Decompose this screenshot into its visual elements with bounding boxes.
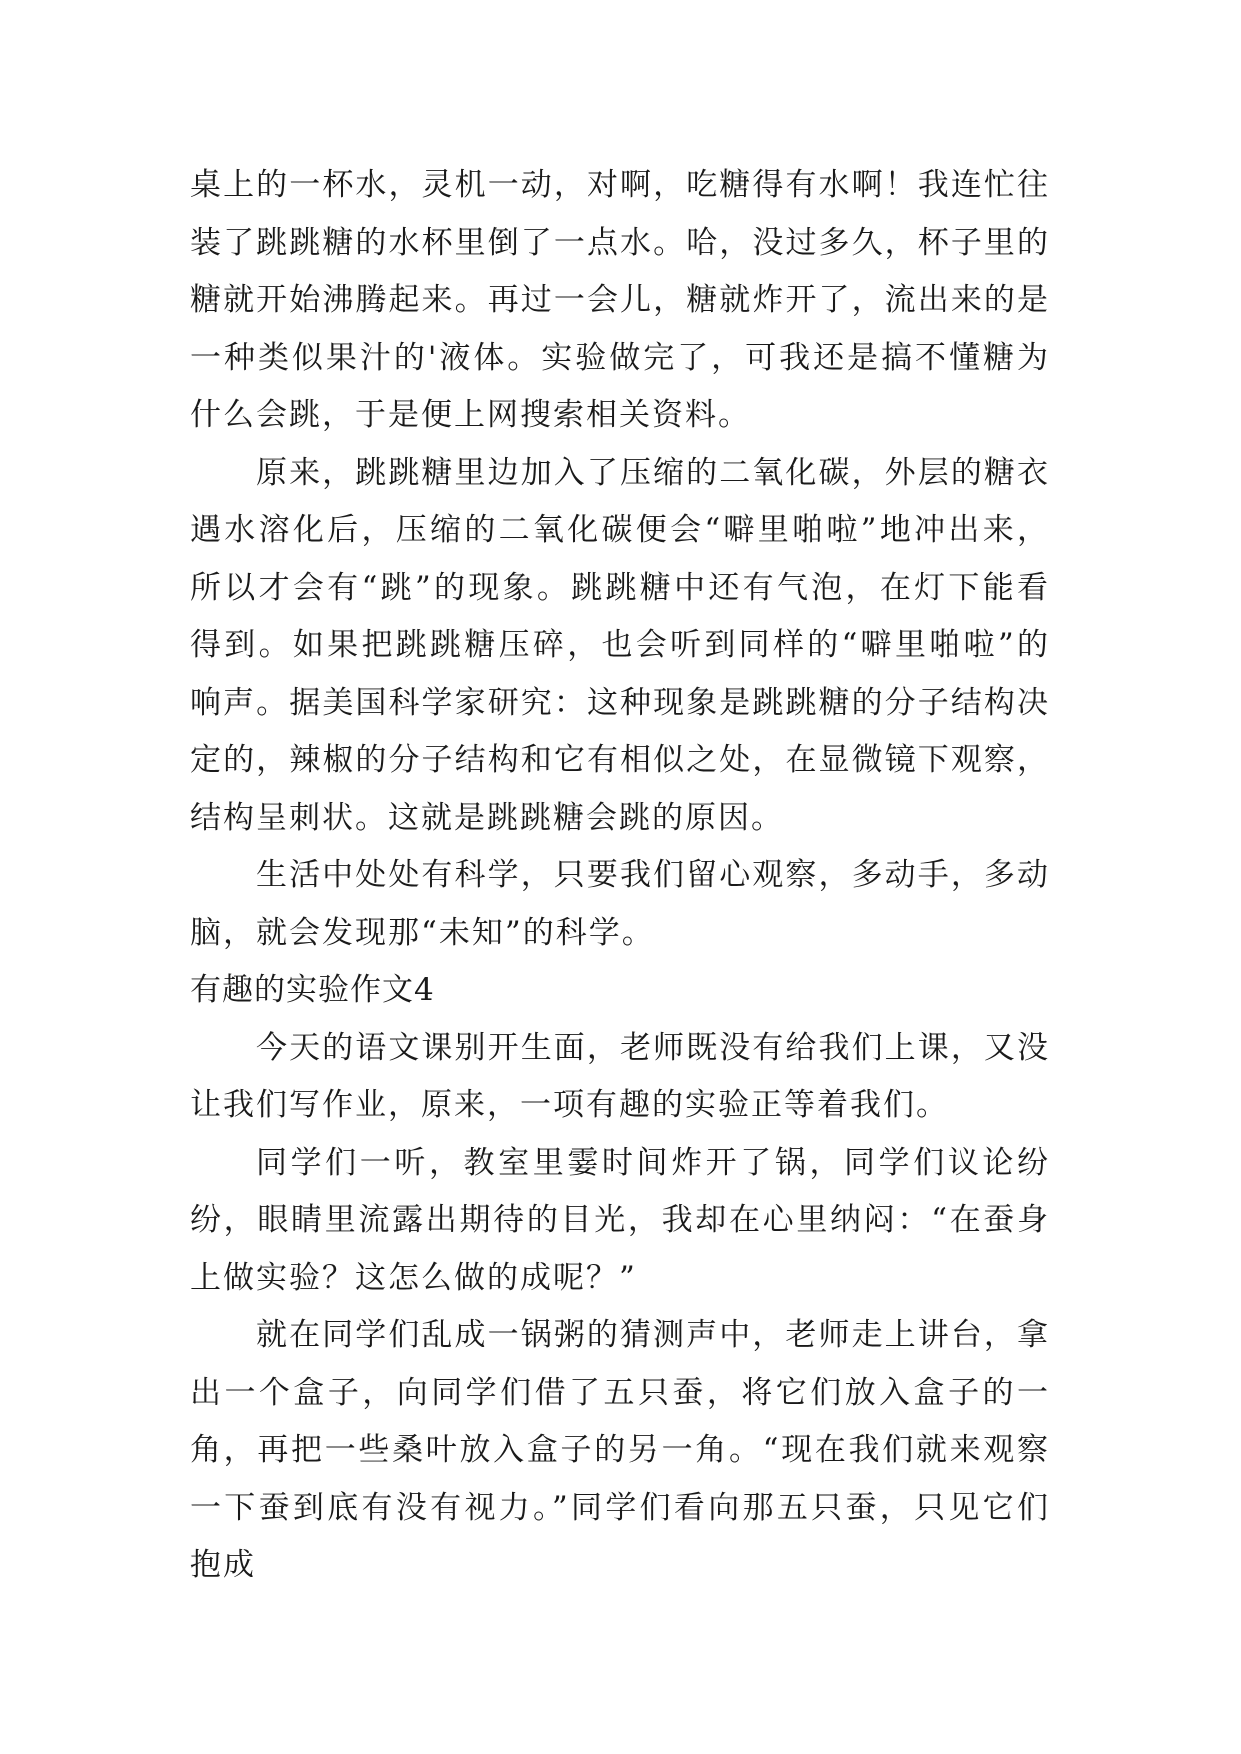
essay-heading: 有趣的实验作文4 (190, 972, 435, 1008)
paragraph-explanation: 原来，跳跳糖里边加入了压缩的二氧化碳，外层的糖衣遇水溶化后，压缩的二氧化碳便会“噼里啪啦”地冲出来，所以才会有“跳”的现象。跳跳糖中还有气泡，在灯下能看得到。如果把跳跳糖压碎，也会听到同样的“噼里啪啦”的响声。据美国科学家研究：这种现象是跳跳糖的分子结构决定的，辣椒的分子结构和它有相似之处，在显微镜下观察，结构呈刺状。这就是跳跳糖会跳的原因。 (190, 454, 1050, 836)
paragraph-reaction: 同学们一听，教室里霎时间炸开了锅，同学们议论纷纷，眼睛里流露出期待的目光，我却在心里纳闷：“在蚕身上做实验？这怎么做的成呢？” (190, 1144, 1050, 1296)
document-body (190, 157, 1050, 1595)
paragraph-conclusion: 生活中处处有科学，只要我们留心观察，多动手，多动脑，就会发现那“未知”的科学。 (190, 857, 1050, 951)
paragraph-continued: 桌上的一杯水，灵机一动，对啊，吃糖得有水啊！我连忙往装了跳跳糖的水杯里倒了一点水。哈，没过多久，杯子里的糖就开始沸腾起来。再过一会儿，糖就炸开了，流出来的是一种类似果汁的'液体。实验做完了，可我还是搞不懂糖为什么会跳，于是便上网搜索相关资料。 (190, 167, 1050, 433)
paragraph-experiment: 就在同学们乱成一锅粥的猜测声中，老师走上讲台，拿出一个盒子，向同学们借了五只蚕，将它们放入盒子的一角，再把一些桑叶放入盒子的另一角。“现在我们就来观察一下蚕到底有没有视力。”同学们看向那五只蚕，只见它们抱成 (190, 1317, 1050, 1583)
paragraph-intro: 今天的语文课别开生面，老师既没有给我们上课，又没让我们写作业，原来，一项有趣的实验正等着我们。 (190, 1029, 1050, 1123)
